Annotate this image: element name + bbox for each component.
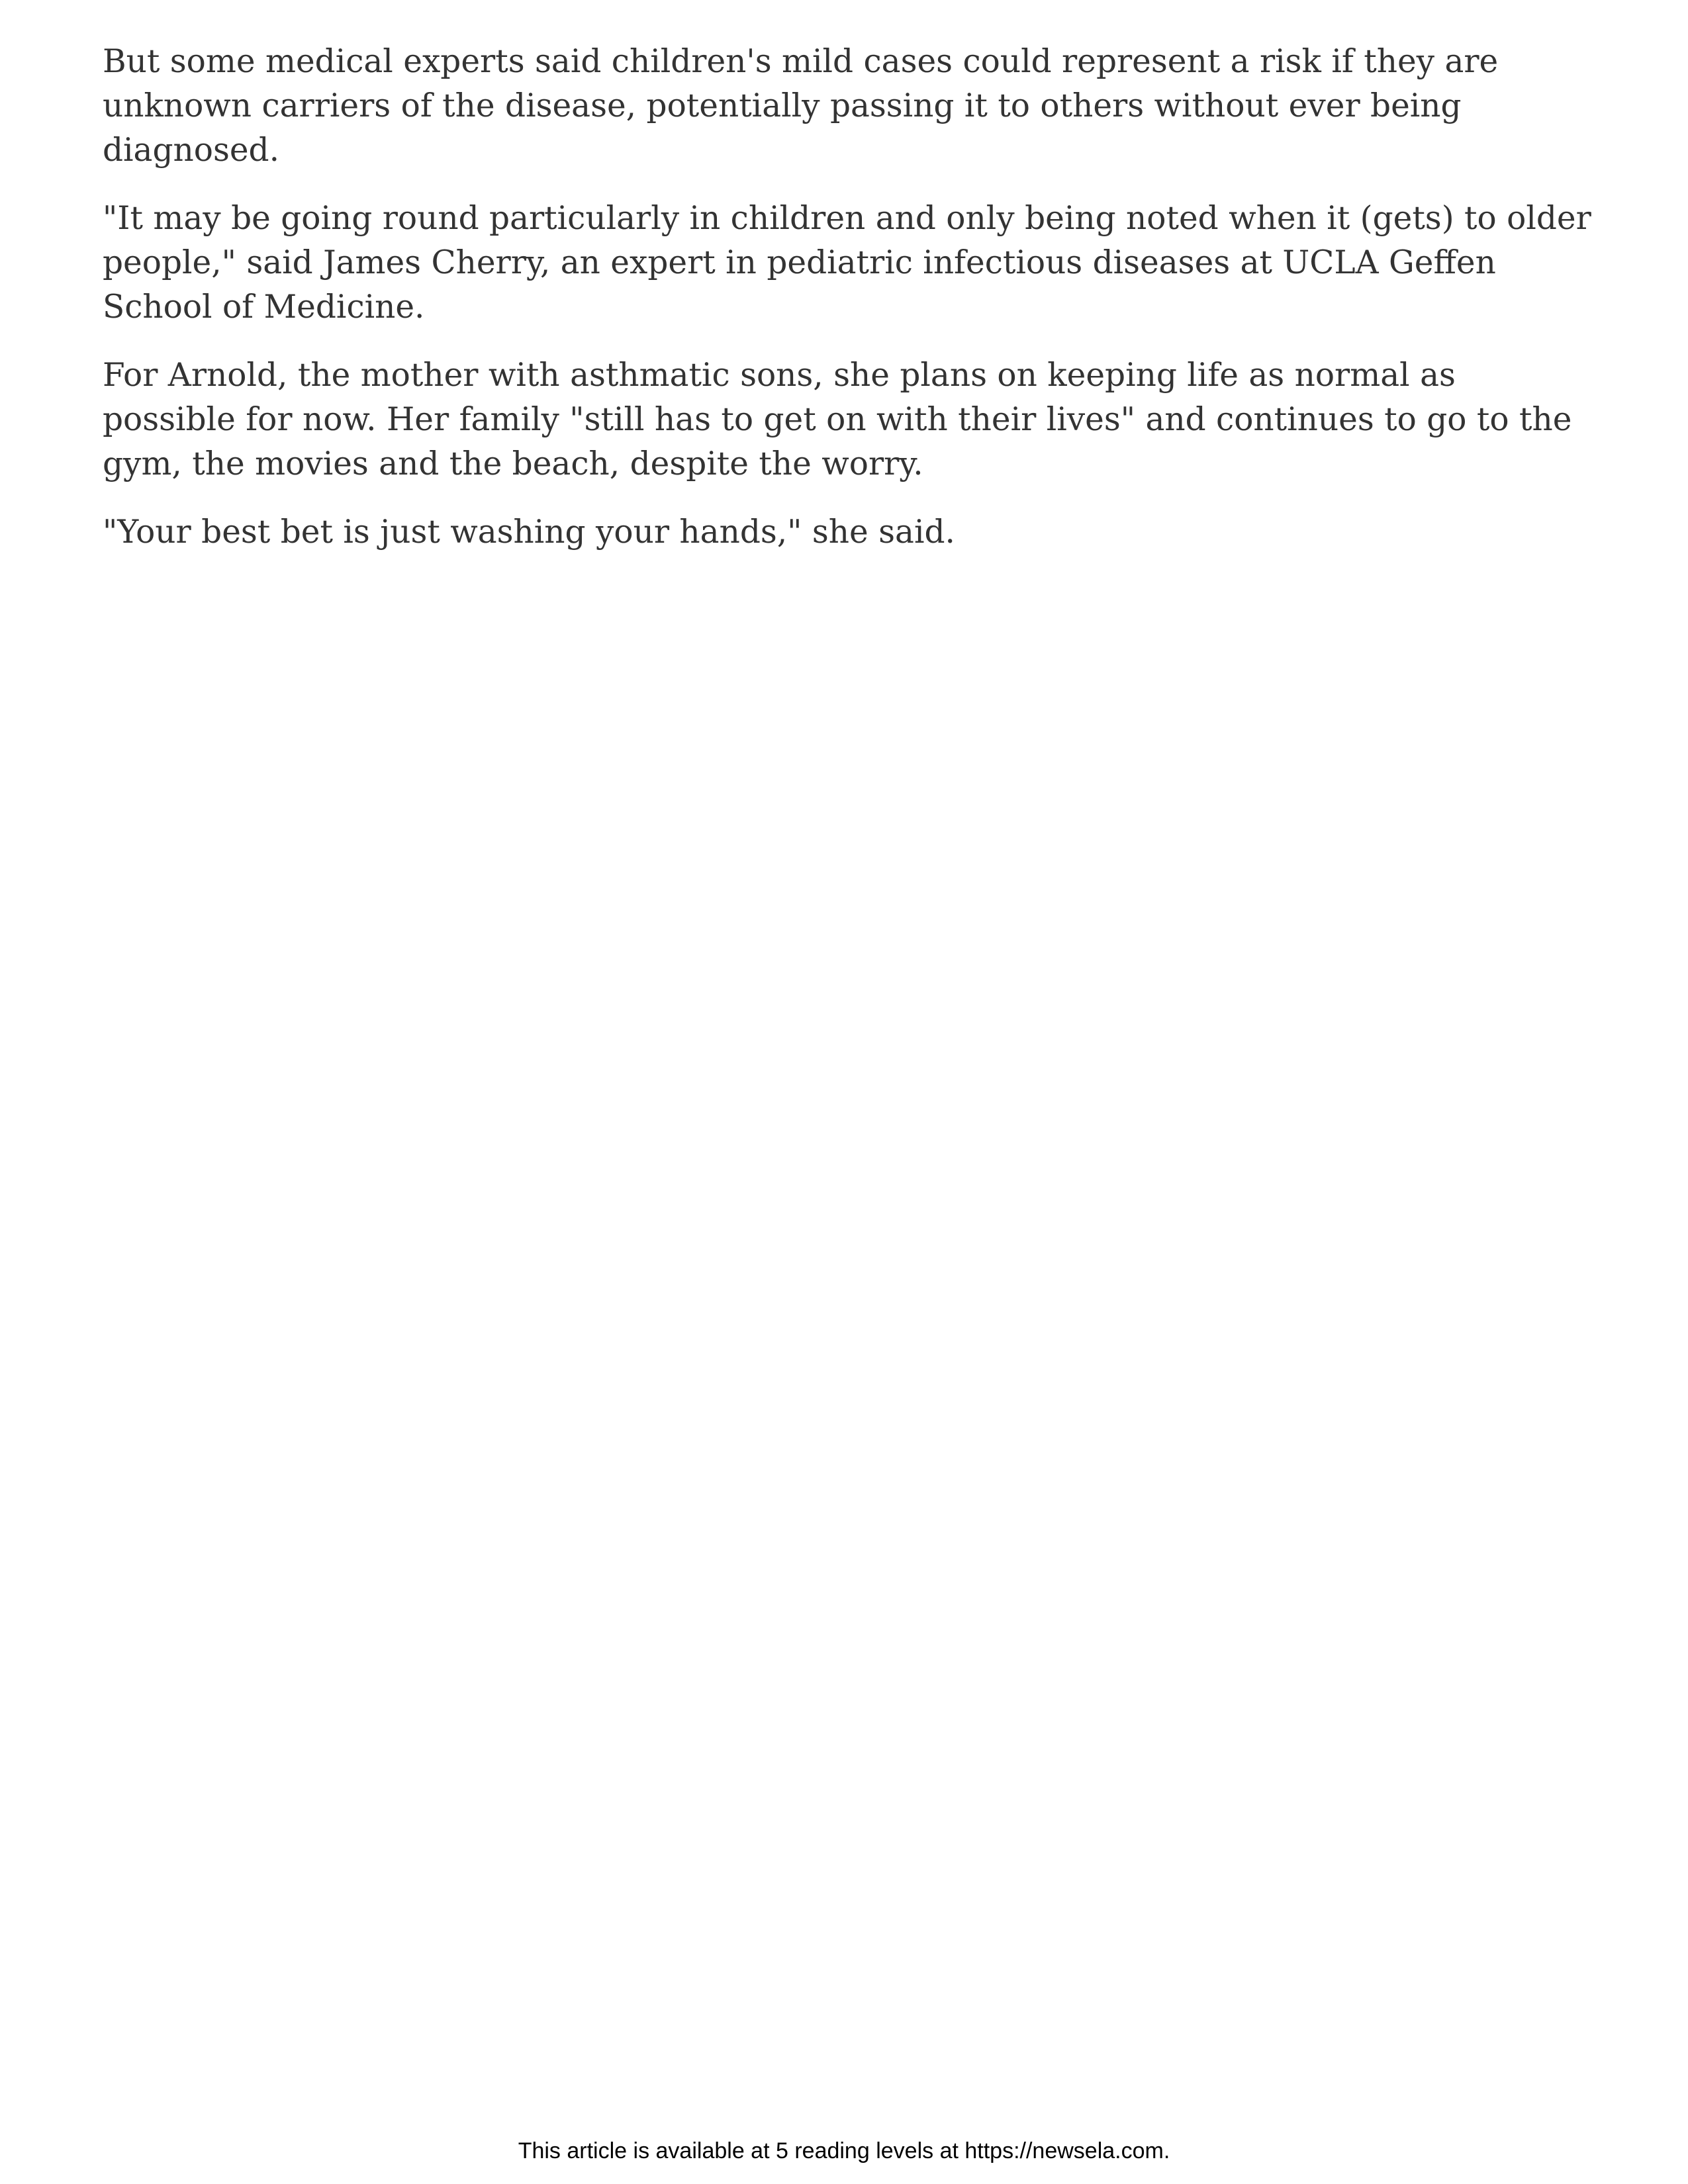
- page-footer: This article is available at 5 reading levels at https://newsela.com.: [518, 2138, 1170, 2163]
- article-paragraph: But some medical experts said children's mild cases could represent a risk if they are unknown carriers of the disease, potentially passing it to others without ever being diagnosed.: [103, 43, 1499, 169]
- article-paragraph: "It may be going round particularly in children and only being noted when it (gets) to older people," said James Cherry, an expert in pediatric infectious diseases at UCLA Geffen School of Medicine.: [103, 200, 1591, 326]
- article-paragraph: For Arnold, the mother with asthmatic sons, she plans on keeping life as normal as possible for now. Her family "still has to get on with their lives" and continues to go to the gym, the movies and the beach, despite the worry.: [103, 357, 1572, 482]
- article-paragraph: "Your best bet is just washing your hands," she said.: [103, 514, 955, 551]
- article-body: [103, 40, 1599, 578]
